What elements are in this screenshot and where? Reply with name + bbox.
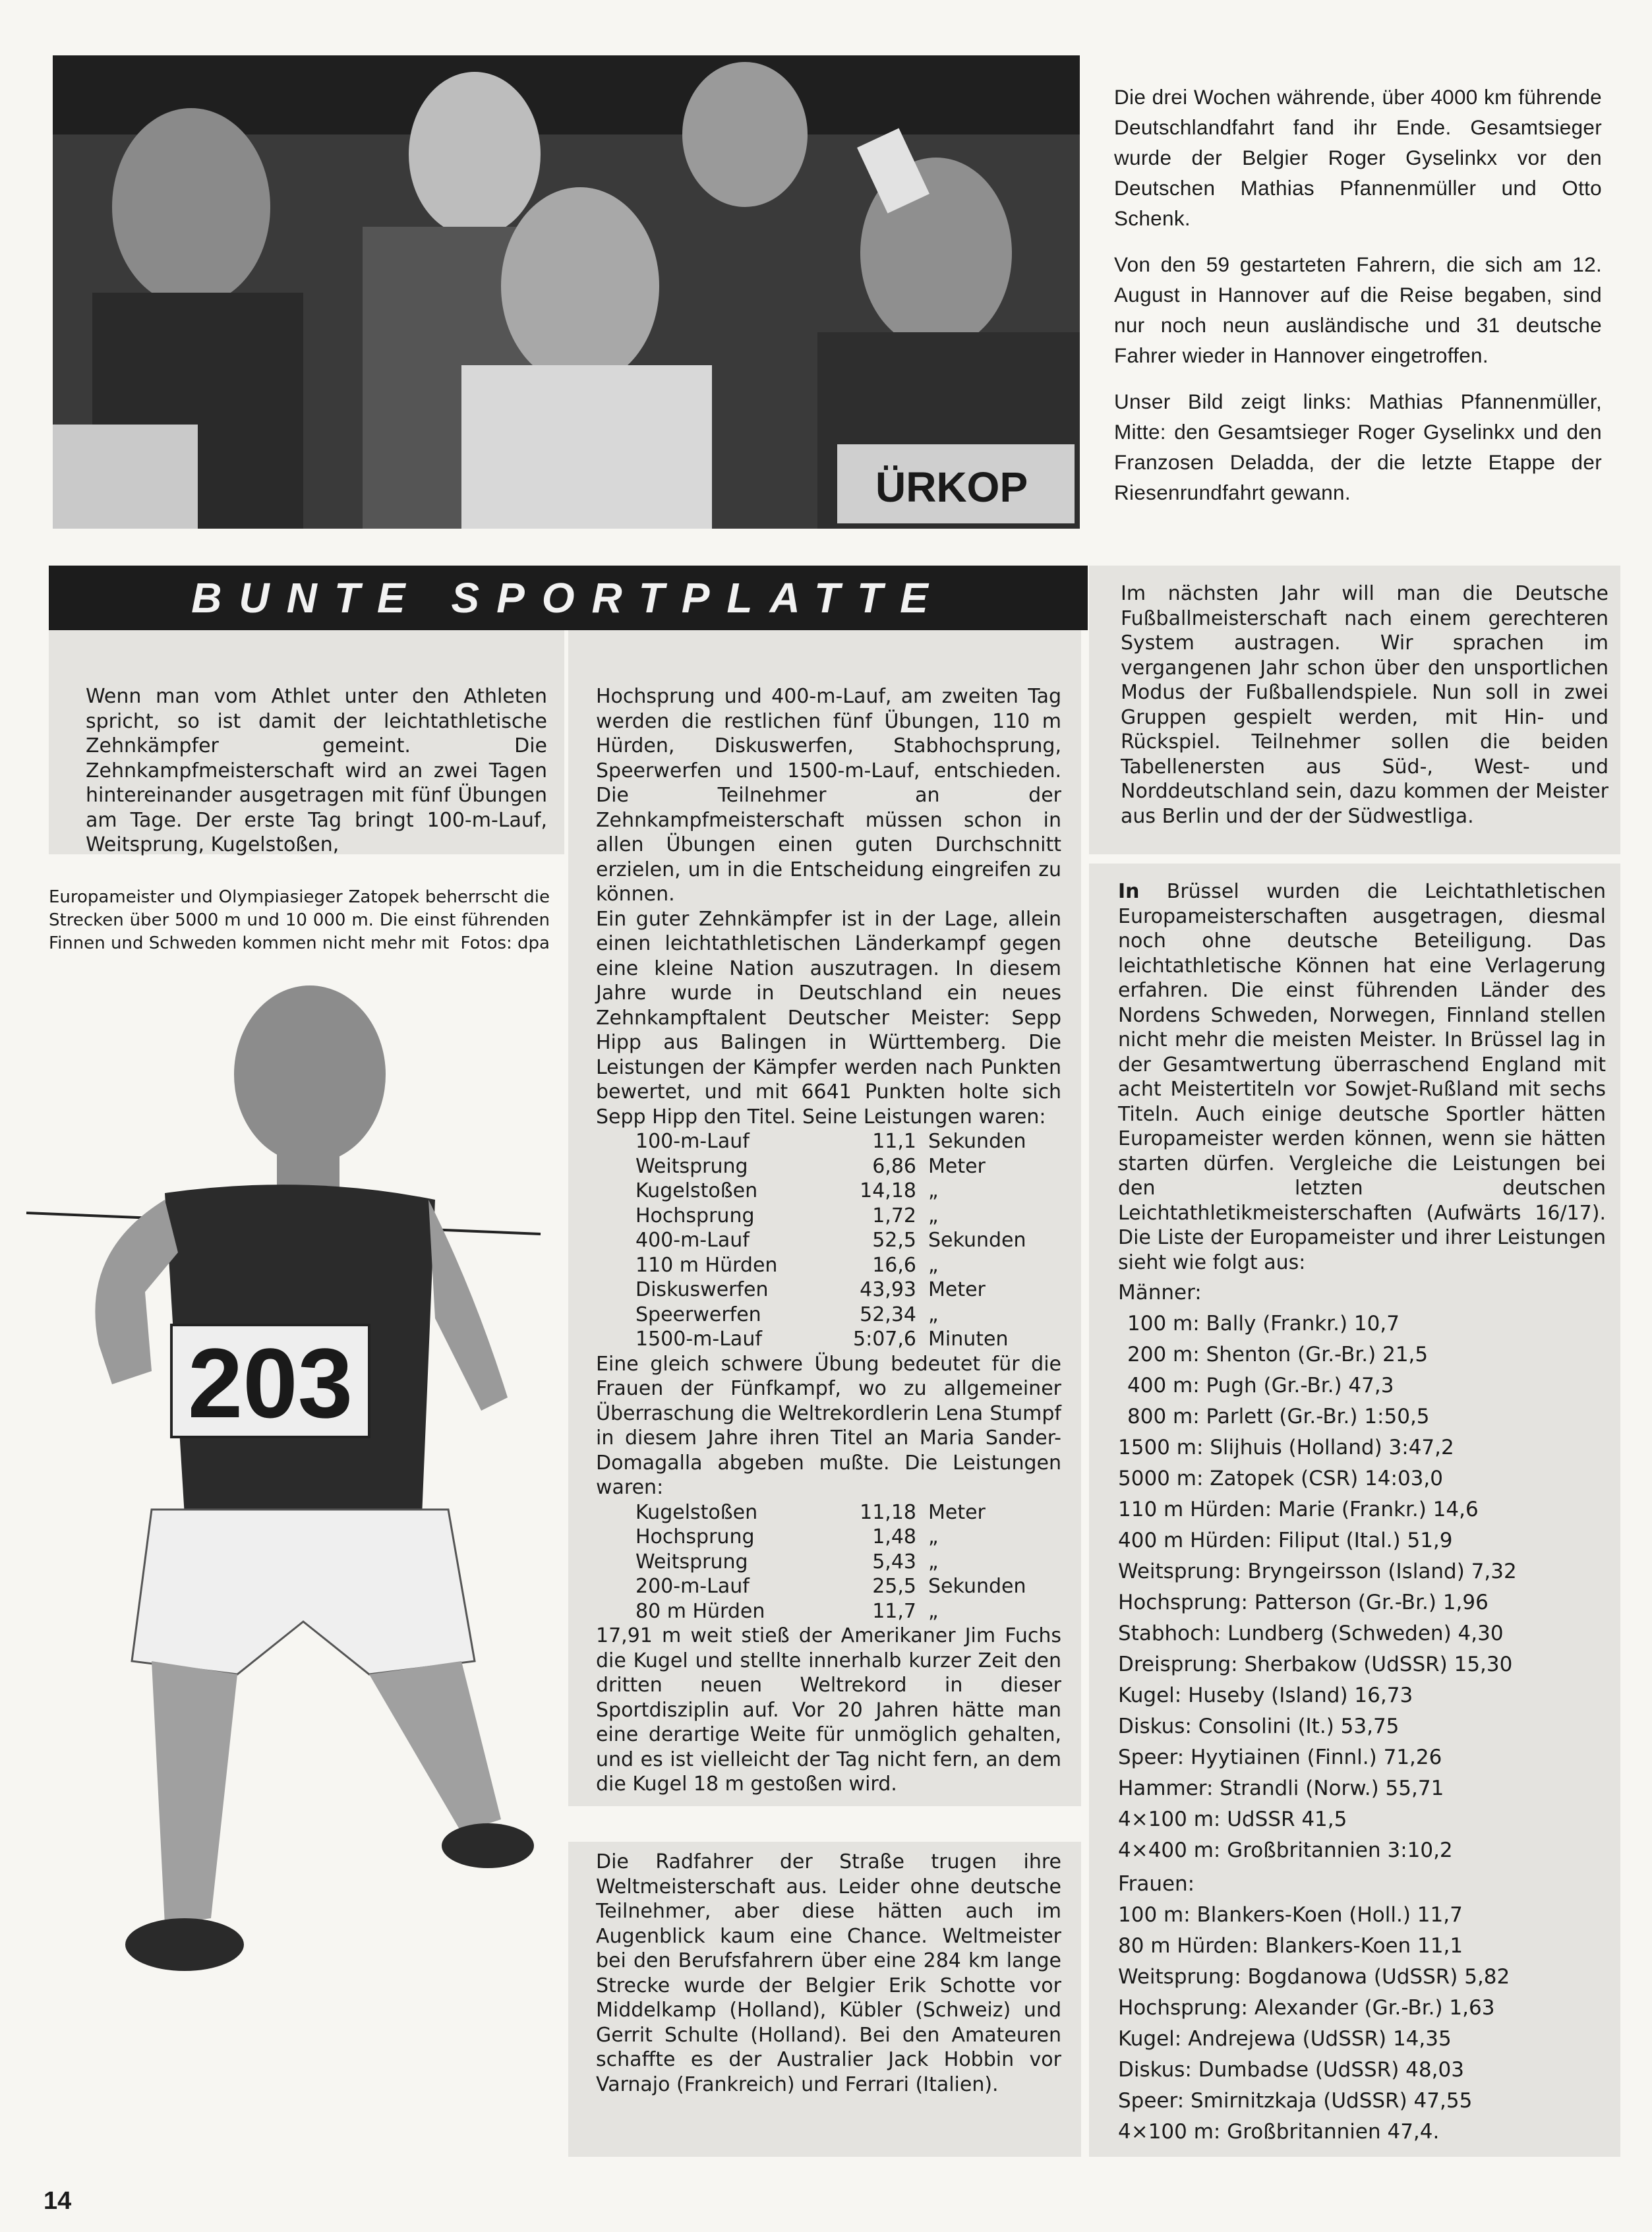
result-unit: „ [928, 1179, 939, 1202]
result-unit: „ [928, 1303, 939, 1326]
decathlon-paragraph-2: Ein guter Zehnkämpfer ist in der Lage, allein einen leichtathletischen Länderkampf gegen eine kleine Nation auszutragen. In diesem Jahre wurde in Deutschland ein neues Zehnkampftalent Deutscher Meister: Sepp Hipp aus Balingen in Württemberg. Die Leistungen der Kämpfer werden nach Punkten bewertet, und mit 6641 Punkten holte sich Sepp Hipp den Titel. Seine Leistungen waren: [596, 907, 1061, 1129]
result-unit: Meter [928, 1278, 986, 1301]
result-value: 6,86 [872, 1154, 916, 1178]
result-value: 52,5 [872, 1229, 916, 1252]
page-number: 14 [44, 2187, 72, 2215]
women-result: 4×100 m: Großbritannien 47,4. [1118, 2120, 1440, 2144]
brussels-text [1118, 879, 1606, 1275]
jersey-lettering: ÜRKOP [875, 463, 1028, 511]
pentathlon-results [635, 1500, 1061, 1624]
caption-paragraph-2: Von den 59 gestarteten Fahrern, die sich am 12. August in Hannover auf die Reise begaben, sind nur noch neun ausländische und 31 deutsche Fahrer wieder in Hannover eingetroffen. [1114, 252, 1602, 367]
decathlon-article [596, 684, 1061, 1797]
result-unit: „ [928, 1550, 939, 1573]
result-event: 100-m-Lauf [635, 1130, 750, 1153]
women-result: Hochsprung: Alexander (Gr.-Br.) 1,63 [1118, 1996, 1495, 2020]
result-unit: Meter [928, 1154, 986, 1178]
men-result: 800 m: Parlett (Gr.-Br.) 1:50,5 [1127, 1405, 1430, 1428]
result-value: 11,7 [872, 1599, 916, 1623]
men-result: 400 m: Pugh (Gr.-Br.) 47,3 [1127, 1374, 1394, 1397]
men-result: Dreisprung: Sherbakow (UdSSR) 15,30 [1118, 1653, 1513, 1676]
result-event: 80 m Hürden [635, 1599, 765, 1623]
men-result: Stabhoch: Lundberg (Schweden) 4,30 [1118, 1622, 1504, 1645]
women-result: Weitsprung: Bogdanowa (UdSSR) 5,82 [1118, 1965, 1510, 1989]
men-result: Diskus: Consolini (It.) 53,75 [1118, 1715, 1400, 1738]
result-value: 5,43 [872, 1550, 916, 1573]
men-result: Kugel: Huseby (Island) 16,73 [1118, 1684, 1413, 1707]
result-unit: Sekunden [928, 1575, 1026, 1598]
cycling-article [596, 1850, 1061, 2097]
result-event: Speerwerfen [635, 1303, 761, 1326]
result-event: Weitsprung [635, 1154, 748, 1178]
women-result: Diskus: Dumbadse (UdSSR) 48,03 [1118, 2058, 1464, 2082]
section-banner: BUNTE SPORTPLATTE [49, 566, 1088, 630]
result-unit: Meter [928, 1500, 986, 1524]
men-result: 4×100 m: UdSSR 41,5 [1118, 1807, 1347, 1831]
result-value: 16,6 [872, 1253, 916, 1277]
result-value: 52,34 [860, 1303, 916, 1326]
decathlon-intro-text: Wenn man vom Athlet unter den Athleten spricht, so ist damit der leichtathletische Zehnkämpfer gemeint. Die Zehnkampfmeisterschaft wird an zwei Tagen hintereinander ausgetragen mit fünf Übungen am Tage. Der erste Tag bringt 100-m-Lauf, Weitsprung, Kugelstoßen, [86, 685, 547, 856]
cyclists-photo [53, 55, 1080, 529]
pentathlon-paragraph: Eine gleich schwere Übung bedeutet für die Frauen der Fünfkampf, wo zu allgemeiner Überraschung die Weltrekordlerin Lena Stumpf in diesem Jahre ihren Titel an Maria Sander-Domagalla abgeben mußte. Die Leistungen waren: [596, 1352, 1061, 1499]
result-event: Kugelstoßen [635, 1179, 758, 1202]
decathlon-results [635, 1129, 1061, 1352]
result-value: 1,48 [872, 1525, 916, 1548]
men-result: Hammer: Strandli (Norw.) 55,71 [1118, 1777, 1444, 1800]
football-article [1121, 581, 1608, 829]
men-result: 4×400 m: Großbritannien 3:10,2 [1118, 1838, 1453, 1862]
result-value: 14,18 [860, 1179, 916, 1202]
women-label: Frauen: [1118, 1872, 1195, 1896]
shot-put-paragraph: 17,91 m weit stieß der Amerikaner Jim Fuchs die Kugel und stellte innerhalb kurzer Zeit den dritten neuen Weltrekord in dieser Sportdisziplin auf. Vor 20 Jahren hätte man eine derartige Weite für unmöglich gehalten, und es ist vielleicht der Tag nicht fern, an dem die Kugel 18 m gestoßen wird. [596, 1624, 1061, 1796]
decathlon-intro [86, 684, 547, 858]
result-unit: „ [928, 1599, 939, 1623]
result-value: 11,18 [860, 1500, 916, 1524]
men-results [1118, 1278, 1606, 1866]
photo-credit: Fotos: dpa [460, 933, 550, 953]
men-result: 200 m: Shenton (Gr.-Br.) 21,5 [1127, 1343, 1429, 1366]
men-result: 400 m Hürden: Filiput (Ital.) 51,9 [1118, 1529, 1453, 1552]
men-result: 110 m Hürden: Marie (Frankr.) 14,6 [1118, 1498, 1479, 1521]
result-event: Kugelstoßen [635, 1500, 758, 1524]
brussels-body: Brüssel wurden die Leichtathletischen Europameisterschaften ausgetragen, diesmal noch ohne deutsche Beteiligung. Das leichtathletische Können hat eine Verlagerung erfahren. Die einst führenden Länder des Nordens Schweden, Norwegen, Finnland stellen nicht mehr die meisten Meister. In Brüssel lag in der Gesamtwertung überraschend England mit acht Meistertiteln vor Sowjet-Rußland mit sechs Titeln. Auch einige deutsche Sportler hätten Europameister werden können, wenn sie hätten starten dürfen. Vergleiche die Leistungen bei den letzten deutschen Leichtathletikmeisterschaften (Aufwärts 16/17). Die Liste der Europameister und ihrer Leistungen sieht wie folgt aus: [1118, 880, 1606, 1274]
football-text: Im nächsten Jahr will man die Deutsche Fußballmeisterschaft nach einem gerechteren System austragen. Wir sprachen im vergangenen Jahr schon über den unsportlichen Modus der Fußballendspiele. Nun soll in zwei Gruppen gespielt werden, mit Hin- und Rückspiel. Teilnehmer sollen die beiden Tabellenersten aus Süd-, West- und Norddeutschland sein, dazu kommen der Meister aus Berlin und der der Südwestliga. [1121, 582, 1608, 828]
women-result: 80 m Hürden: Blankers-Koen 11,1 [1118, 1934, 1463, 1958]
result-event: 1500-m-Lauf [635, 1328, 762, 1351]
result-unit: Sekunden [928, 1130, 1026, 1153]
decathlon-paragraph-1: Hochsprung und 400-m-Lauf, am zweiten Tag werden die restlichen fünf Übungen, 110 m Hürden, Diskuswerfen, Stabhochsprung, Speerwerfen und 1500-m-Lauf, entschieden. Die Teilnehmer an der Zehnkampfmeisterschaft müssen schon in allen Übungen einen guten Durchschnitt erzielen, um in die Entscheidung eingreifen zu können. [596, 685, 1061, 906]
result-event: Diskuswerfen [635, 1278, 769, 1301]
zatopek-photo-caption [49, 886, 550, 955]
women-result: Speer: Smirnitzkaja (UdSSR) 47,55 [1118, 2089, 1473, 2113]
result-event: 110 m Hürden [635, 1253, 778, 1277]
result-unit: Sekunden [928, 1229, 1026, 1252]
men-result: 1500 m: Slijhuis (Holland) 3:47,2 [1118, 1436, 1454, 1459]
bib-number: 203 [187, 1328, 353, 1438]
men-result: Hochsprung: Patterson (Gr.-Br.) 1,96 [1118, 1591, 1489, 1614]
result-value: 5:07,6 [853, 1328, 916, 1351]
men-result: Weitsprung: Bryngeirsson (Island) 7,32 [1118, 1560, 1517, 1583]
men-label: Männer: [1118, 1281, 1202, 1305]
result-unit: „ [928, 1525, 939, 1548]
men-result: 100 m: Bally (Frankr.) 10,7 [1127, 1312, 1400, 1336]
brussels-article [1118, 879, 1606, 2148]
men-result: 5000 m: Zatopek (CSR) 14:03,0 [1118, 1467, 1443, 1490]
women-result: 100 m: Blankers-Koen (Holl.) 11,7 [1118, 1903, 1463, 1927]
zatopek-caption-text: Europameister und Olympiasieger Zatopek beherrscht die Strecken über 5000 m und 10 000 m. Die einst führenden Finnen und Schweden kommen nicht mehr mit [49, 887, 550, 953]
result-event: 400-m-Lauf [635, 1229, 750, 1252]
result-event: Hochsprung [635, 1204, 755, 1227]
cycling-text: Die Radfahrer der Straße trugen ihre Weltmeisterschaft aus. Leider ohne deutsche Teilnehmer, aber diese hätten auch im Augenblick kaum eine Chance. Weltmeister bei den Berufsfahrern über eine 284 km lange Strecke wurde der Belgier Erik Schotte vor Middelkamp (Holland), Kübler (Schweiz) und Gerrit Schulte (Holland). Bei den Amateuren schaffte es der Australier Jack Hobbin vor Varnajo (Frankreich) und Ferrari (Italien). [596, 1850, 1061, 2096]
caption-paragraph-1: Die drei Wochen währende, über 4000 km führende Deutschlandfahrt fand ihr Ende. Gesamtsieger wurde der Belgier Roger Gyselinkx vor den Deutschen Mathias Pfannenmüller und Otto Schenk. [1114, 85, 1602, 230]
men-result: Speer: Hyytiainen (Finnl.) 71,26 [1118, 1746, 1442, 1769]
zatopek-photo [0, 976, 567, 2024]
result-value: 25,5 [872, 1575, 916, 1598]
result-event: Hochsprung [635, 1525, 755, 1548]
result-unit: Minuten [928, 1328, 1009, 1351]
caption-paragraph-3: Unser Bild zeigt links: Mathias Pfannenmüller, Mitte: den Gesamtsieger Roger Gyselinkx und den Franzosen Deladda, der die letzte Etappe der Riesenrundfahrt gewann. [1114, 390, 1602, 504]
runner-figure [0, 976, 567, 2024]
result-event: 200-m-Lauf [635, 1575, 750, 1598]
result-value: 43,93 [860, 1278, 916, 1301]
brussels-lead: In [1118, 880, 1140, 903]
women-result: Kugel: Andrejewa (UdSSR) 14,35 [1118, 2027, 1452, 2051]
result-unit: „ [928, 1253, 939, 1277]
result-event: Weitsprung [635, 1550, 748, 1573]
result-value: 1,72 [872, 1204, 916, 1227]
cyclists-photo-art [53, 55, 1080, 529]
result-value: 11,1 [872, 1130, 916, 1153]
women-results [1118, 1869, 1606, 2148]
top-photo-caption [1114, 82, 1602, 523]
result-unit: „ [928, 1204, 939, 1227]
